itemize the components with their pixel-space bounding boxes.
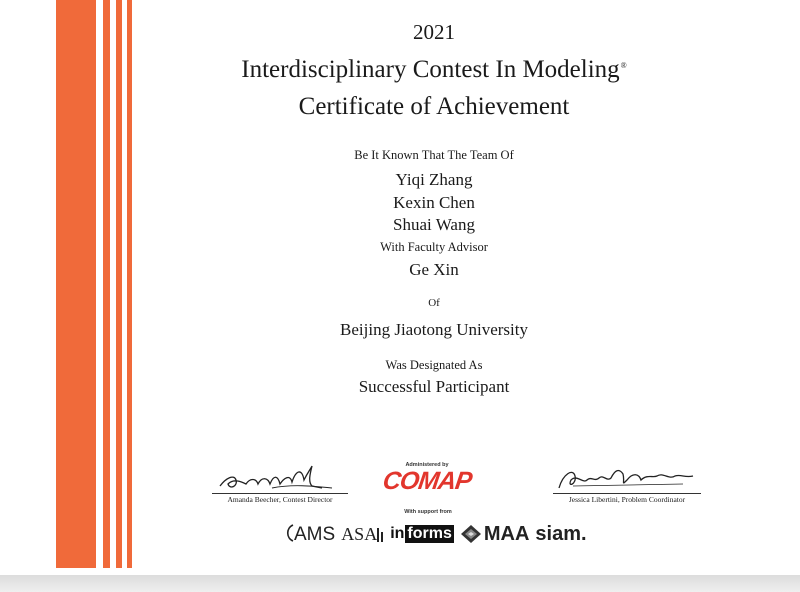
designation: Successful Participant bbox=[358, 377, 510, 396]
administered-by-label: Administered by bbox=[405, 462, 449, 468]
comap-logo: COMAP bbox=[381, 467, 473, 495]
informs-logo bbox=[390, 525, 454, 543]
advisor-name: Ge Xin bbox=[409, 260, 459, 279]
signature-block-left bbox=[212, 464, 348, 504]
signature-coordinator-image bbox=[553, 464, 701, 494]
contest-name: Interdisciplinary Contest In Modeling bbox=[241, 56, 620, 83]
asa-logo bbox=[341, 524, 384, 545]
designation-intro: Was Designated As bbox=[385, 358, 483, 372]
orange-stripe-thin-2 bbox=[116, 0, 122, 568]
team-member-3: Shuai Wang bbox=[393, 215, 475, 234]
bottom-shadow bbox=[0, 575, 800, 592]
asa-text: ASA bbox=[341, 523, 378, 544]
signature-line-left bbox=[212, 493, 348, 494]
signature-line-right bbox=[553, 493, 701, 494]
certificate-title: Certificate of Achievement bbox=[298, 93, 570, 120]
institution-name: Beijing Jiaotong University bbox=[340, 320, 528, 339]
ams-arc-icon bbox=[284, 523, 294, 543]
orange-stripe-thin-1 bbox=[103, 0, 110, 568]
registered-mark: ® bbox=[620, 60, 627, 70]
informs-prefix: in bbox=[390, 525, 405, 542]
orange-stripe-wide bbox=[56, 0, 96, 568]
ams-logo bbox=[284, 523, 335, 546]
contest-name-line bbox=[134, 56, 734, 84]
coordinator-caption: Jessica Libertini, Problem Coordinator bbox=[568, 495, 686, 504]
maa-text: MAA bbox=[483, 522, 530, 545]
maa-emblem-icon bbox=[460, 524, 482, 544]
of-label: Of bbox=[428, 297, 440, 309]
maa-logo bbox=[460, 523, 530, 546]
advisor-intro: With Faculty Advisor bbox=[380, 240, 488, 254]
comap-block bbox=[382, 462, 472, 494]
team-member-2: Kexin Chen bbox=[393, 193, 475, 212]
team-member-1: Yiqi Zhang bbox=[395, 170, 473, 189]
ams-text: AMS bbox=[294, 523, 336, 545]
informs-box: forms bbox=[407, 525, 452, 542]
intro-text: Be It Known That The Team Of bbox=[354, 148, 514, 162]
orange-stripe-thin-3 bbox=[127, 0, 132, 568]
sponsor-logos bbox=[284, 520, 587, 548]
support-label: With support from bbox=[404, 509, 452, 515]
asa-bars-icon bbox=[377, 526, 384, 542]
director-caption: Amanda Beecher, Contest Director bbox=[227, 495, 333, 504]
signature-block-right bbox=[553, 464, 701, 504]
certificate-year: 2021 bbox=[413, 20, 455, 44]
signature-director-image bbox=[212, 464, 348, 494]
siam-logo: siam. bbox=[535, 522, 587, 545]
